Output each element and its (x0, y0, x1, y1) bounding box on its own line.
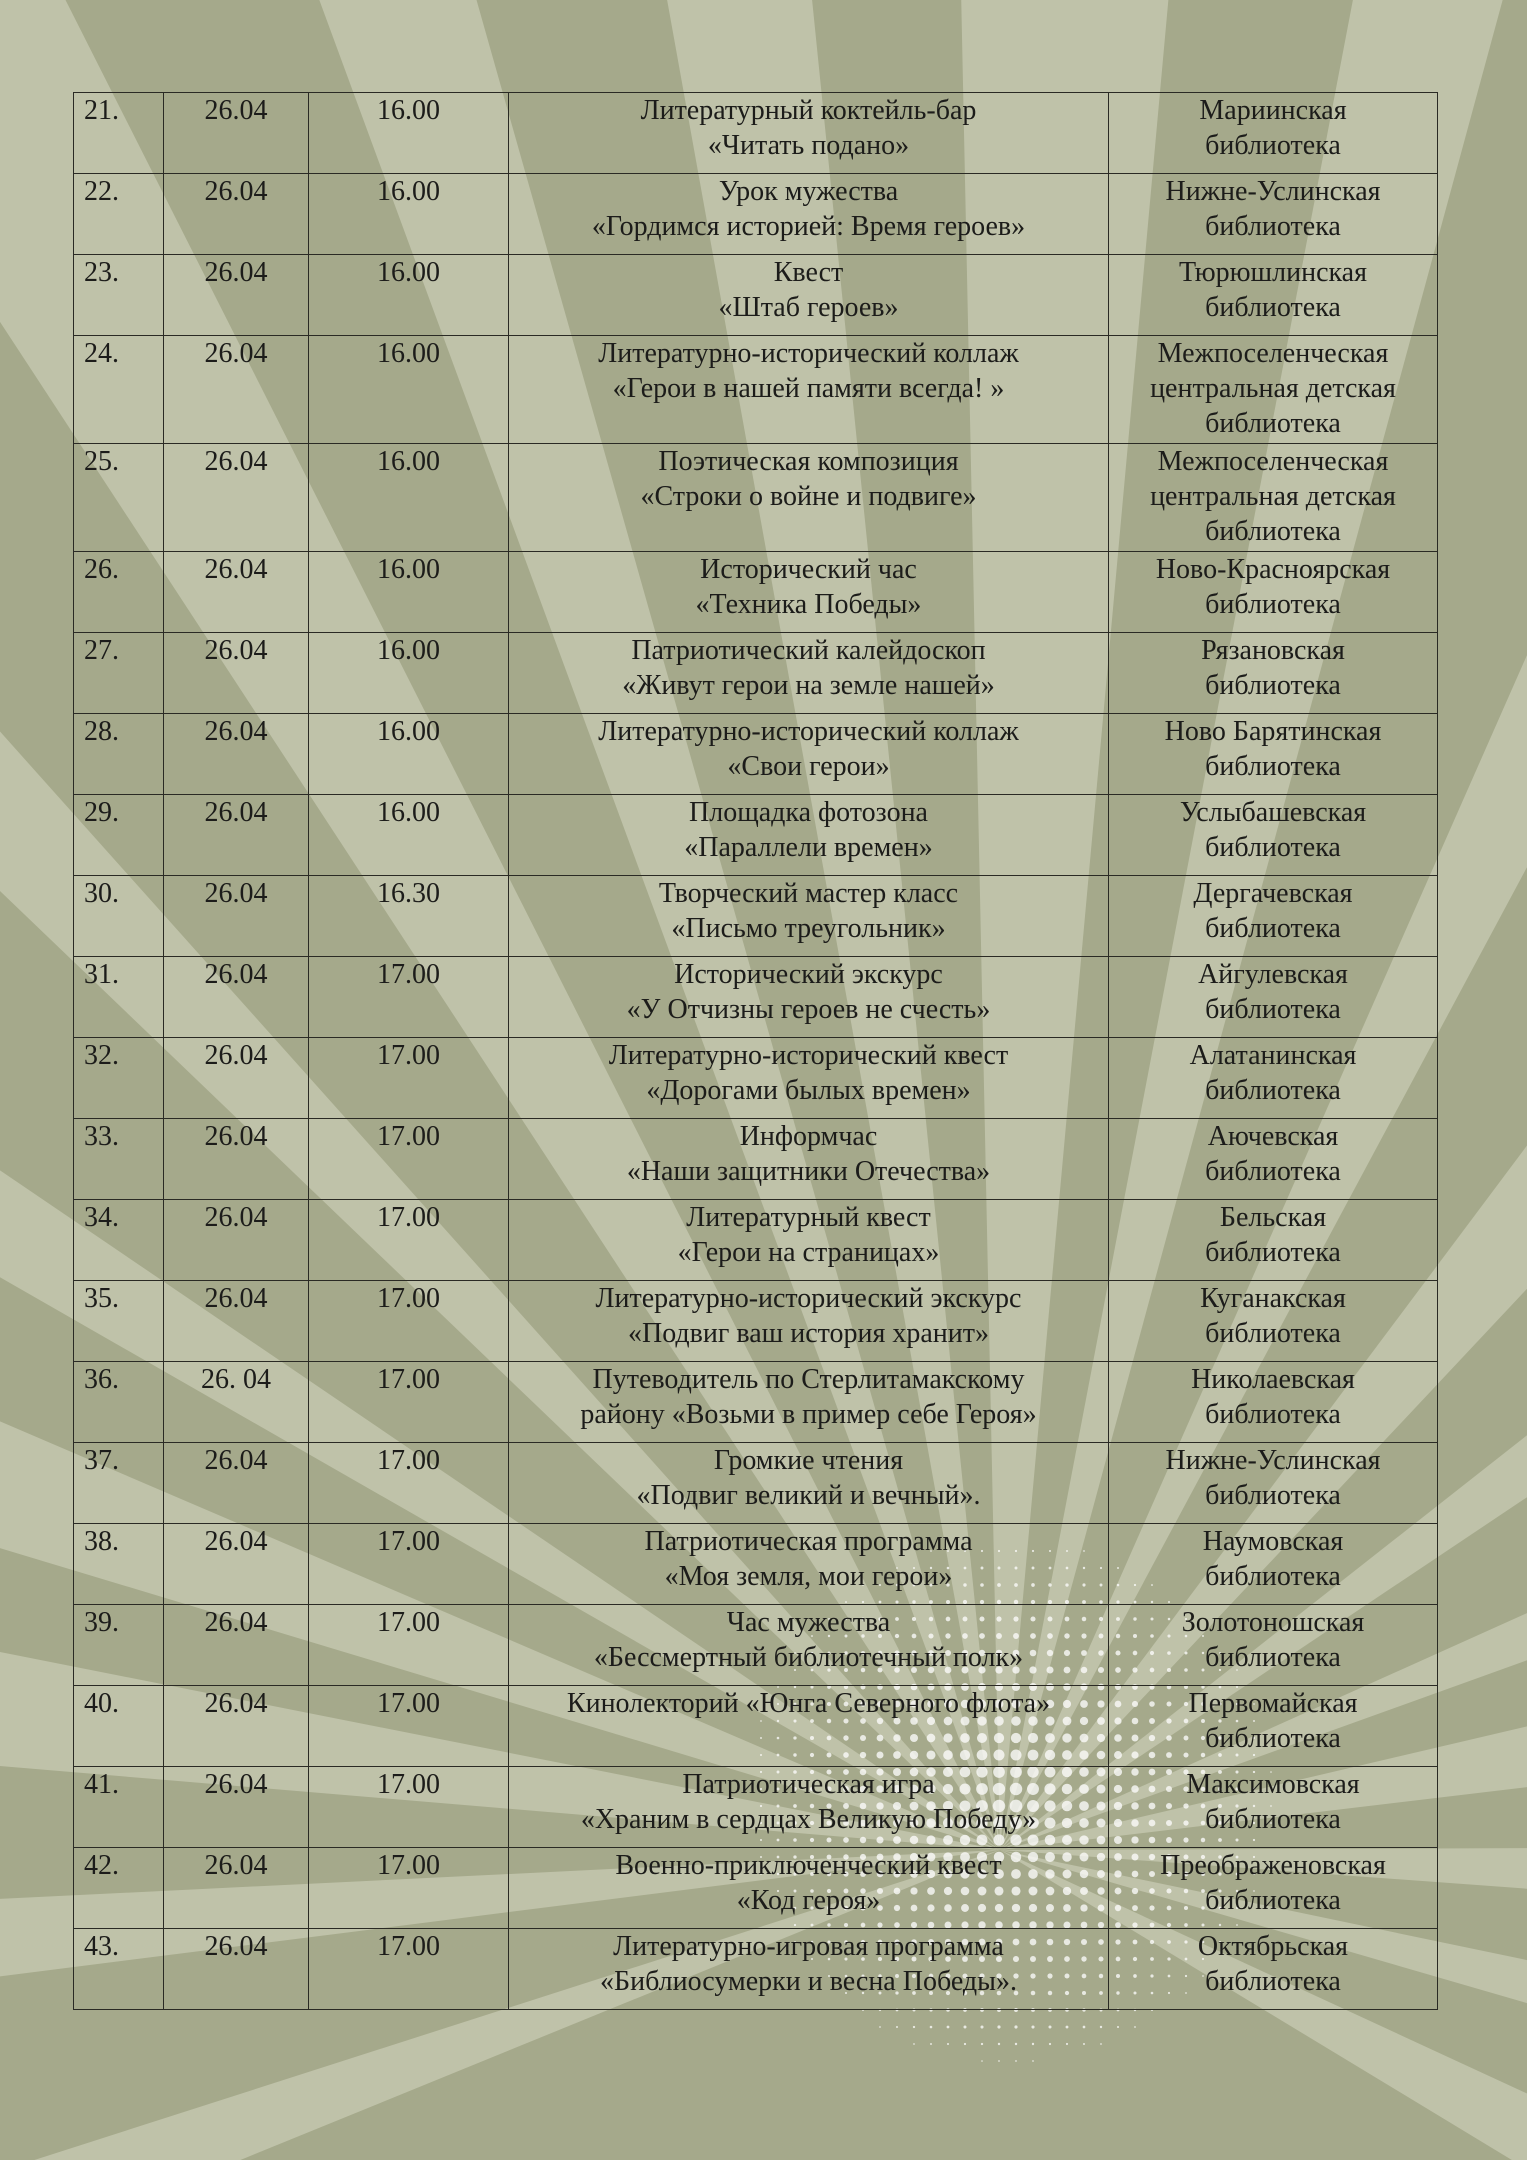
event-date: 26.04 (164, 1848, 309, 1929)
event-date: 26.04 (164, 795, 309, 876)
event-time: 16.30 (309, 876, 509, 957)
event-title-line: Громкие чтения (713, 1445, 904, 1476)
event-title (509, 1686, 1109, 1767)
event-title-line: «Герои на страницах» (677, 1237, 940, 1268)
event-venue (1109, 1038, 1438, 1119)
event-date: 26. 04 (164, 1362, 309, 1443)
event-title-line: «Бессмертный библиотечный полк» (593, 1642, 1024, 1673)
event-venue-line: Нижне-Услинская (1165, 1445, 1381, 1476)
event-date: 26.04 (164, 336, 309, 444)
event-time: 16.00 (309, 633, 509, 714)
event-date: 26.04 (164, 1686, 309, 1767)
table-row (74, 1362, 1438, 1443)
event-time: 17.00 (309, 1686, 509, 1767)
table-row (74, 255, 1438, 336)
event-date: 26.04 (164, 876, 309, 957)
event-title-line: «Читать подано» (707, 130, 910, 161)
event-venue-line: Ново Барятинская (1164, 716, 1382, 747)
event-date: 26.04 (164, 1929, 309, 2010)
row-number: 32. (74, 1038, 164, 1119)
event-date: 26.04 (164, 1281, 309, 1362)
event-venue-line: библиотека (1205, 751, 1341, 782)
row-number: 39. (74, 1605, 164, 1686)
event-title-line: Военно-приключенческий квест (615, 1850, 1002, 1881)
event-venue-line: Рязановская (1201, 635, 1345, 666)
event-venue-line: Дергачевская (1193, 878, 1353, 909)
event-venue-line: библиотека (1205, 913, 1341, 944)
event-title-line: «Подвиг ваш история хранит» (628, 1318, 989, 1349)
row-number: 33. (74, 1119, 164, 1200)
event-title-line: «Гордимся историей: Время героев» (591, 211, 1026, 242)
table-row (74, 1443, 1438, 1524)
event-title-line: району «Возьми в пример себе Героя» (580, 1399, 1037, 1430)
event-date: 26.04 (164, 1605, 309, 1686)
event-venue-line: библиотека (1205, 1723, 1341, 1754)
table-row (74, 633, 1438, 714)
row-number: 38. (74, 1524, 164, 1605)
event-title (509, 1281, 1109, 1362)
event-venue-line: Аючевская (1207, 1121, 1339, 1152)
event-title (509, 1119, 1109, 1200)
event-date: 26.04 (164, 174, 309, 255)
event-title-line: Литературно-исторический коллаж (598, 338, 1019, 369)
row-number: 26. (74, 552, 164, 633)
event-venue-line: библиотека (1205, 670, 1341, 701)
event-title (509, 93, 1109, 174)
event-title (509, 1929, 1109, 2010)
row-number: 28. (74, 714, 164, 795)
table-row (74, 336, 1438, 444)
event-venue-line: библиотека (1205, 1075, 1341, 1106)
table-row (74, 876, 1438, 957)
event-time: 16.00 (309, 714, 509, 795)
table-row (74, 714, 1438, 795)
event-venue (1109, 93, 1438, 174)
event-title-line: «Письмо треугольник» (671, 913, 946, 944)
event-date: 26.04 (164, 93, 309, 174)
row-number: 40. (74, 1686, 164, 1767)
event-title-line: «Герои в нашей памяти всегда! » (612, 373, 1005, 404)
event-title-line: Информчас (739, 1121, 878, 1152)
event-time: 16.00 (309, 255, 509, 336)
event-title (509, 1362, 1109, 1443)
event-time: 16.00 (309, 795, 509, 876)
table-row (74, 1119, 1438, 1200)
row-number: 30. (74, 876, 164, 957)
table-row (74, 1929, 1438, 2010)
event-date: 26.04 (164, 1038, 309, 1119)
event-title (509, 444, 1109, 552)
event-time: 17.00 (309, 1200, 509, 1281)
row-number: 41. (74, 1767, 164, 1848)
event-venue-line: Куганакская (1200, 1283, 1346, 1314)
event-date: 26.04 (164, 1200, 309, 1281)
event-title-line: Урок мужества (718, 176, 899, 207)
event-venue-line: библиотека (1205, 994, 1341, 1025)
event-title-line: Творческий мастер класс (658, 878, 959, 909)
table-row (74, 795, 1438, 876)
table-row (74, 1038, 1438, 1119)
table-row (74, 1848, 1438, 1929)
event-title (509, 552, 1109, 633)
table-row (74, 1524, 1438, 1605)
event-title (509, 1605, 1109, 1686)
event-venue-line: библиотека (1205, 211, 1341, 242)
event-title (509, 876, 1109, 957)
event-title-line: «Подвиг великий и вечный». (636, 1480, 981, 1511)
row-number: 23. (74, 255, 164, 336)
event-venue-line: библиотека (1205, 1966, 1341, 1997)
event-venue-line: Преображеновская (1160, 1850, 1386, 1881)
event-venue (1109, 1929, 1438, 2010)
event-title-line: Исторический час (700, 554, 917, 585)
event-title-line: «Техника Победы» (695, 589, 922, 620)
event-venue-line: Межпоселенческая (1157, 446, 1389, 477)
event-title-line: Квест (773, 257, 844, 288)
row-number: 34. (74, 1200, 164, 1281)
event-title-line: «У Отчизны героев не счесть» (626, 994, 991, 1025)
event-title (509, 1524, 1109, 1605)
row-number: 31. (74, 957, 164, 1038)
event-venue-line: центральная детская (1150, 373, 1396, 404)
event-venue (1109, 1686, 1438, 1767)
event-title-line: Час мужества (726, 1607, 891, 1638)
event-venue-line: Тюрюшлинская (1179, 257, 1367, 288)
event-venue (1109, 1767, 1438, 1848)
event-time: 16.00 (309, 336, 509, 444)
event-title (509, 957, 1109, 1038)
event-title (509, 714, 1109, 795)
event-title-line: Кинолекторий «Юнга Северного флота» (566, 1688, 1051, 1719)
event-title-line: «Дорогами былых времен» (646, 1075, 971, 1106)
event-venue-line: библиотека (1205, 1804, 1341, 1835)
event-title-line: Литературно-исторический экскурс (595, 1283, 1022, 1314)
event-title-line: «Живут герои на земле нашей» (622, 670, 995, 701)
event-venue (1109, 1848, 1438, 1929)
event-title-line: Литературно-исторический коллаж (598, 716, 1019, 747)
event-title-line: Патриотическая игра (682, 1769, 935, 1800)
event-time: 17.00 (309, 1443, 509, 1524)
event-venue (1109, 1281, 1438, 1362)
event-date: 26.04 (164, 1119, 309, 1200)
event-title-line: «Строки о войне и подвиге» (640, 481, 977, 512)
event-title (509, 1038, 1109, 1119)
event-venue (1109, 1119, 1438, 1200)
row-number: 22. (74, 174, 164, 255)
event-title-line: «Штаб героев» (718, 292, 899, 323)
event-time: 17.00 (309, 1362, 509, 1443)
event-venue (1109, 714, 1438, 795)
row-number: 42. (74, 1848, 164, 1929)
event-time: 17.00 (309, 1119, 509, 1200)
event-venue (1109, 174, 1438, 255)
row-number: 35. (74, 1281, 164, 1362)
event-venue-line: библиотека (1205, 1561, 1341, 1592)
event-venue-line: библиотека (1205, 1885, 1341, 1916)
table-row (74, 957, 1438, 1038)
row-number: 37. (74, 1443, 164, 1524)
table-row (74, 1605, 1438, 1686)
event-time: 17.00 (309, 1929, 509, 2010)
event-time: 17.00 (309, 1281, 509, 1362)
event-time: 16.00 (309, 93, 509, 174)
event-venue-line: библиотека (1205, 832, 1341, 863)
event-time: 17.00 (309, 1767, 509, 1848)
row-number: 36. (74, 1362, 164, 1443)
event-venue-line: библиотека (1205, 1156, 1341, 1187)
event-time: 17.00 (309, 1524, 509, 1605)
event-title (509, 1848, 1109, 1929)
event-venue-line: библиотека (1205, 292, 1341, 323)
event-venue (1109, 633, 1438, 714)
event-title (509, 1767, 1109, 1848)
table-row (74, 444, 1438, 552)
event-time: 17.00 (309, 1038, 509, 1119)
event-date: 26.04 (164, 633, 309, 714)
event-venue-line: Мариинская (1199, 95, 1347, 126)
event-title-line: Путеводитель по Стерлитамакскому (592, 1364, 1025, 1395)
row-number: 25. (74, 444, 164, 552)
table-row (74, 1767, 1438, 1848)
event-title-line: «Храним в сердцах Великую Победу» (580, 1804, 1037, 1835)
event-venue (1109, 255, 1438, 336)
event-venue-line: Нижне-Услинская (1165, 176, 1381, 207)
event-title-line: «Код героя» (736, 1885, 881, 1916)
event-title (509, 174, 1109, 255)
event-title-line: Литературно-исторический квест (608, 1040, 1009, 1071)
event-venue-line: Алатанинская (1189, 1040, 1357, 1071)
event-title-line: «Параллели времен» (684, 832, 933, 863)
row-number: 43. (74, 1929, 164, 2010)
event-title-line: Литературный коктейль-бар (640, 95, 977, 126)
event-date: 26.04 (164, 1443, 309, 1524)
event-time: 17.00 (309, 957, 509, 1038)
event-title-line: Патриотическая программа (644, 1526, 973, 1557)
event-venue-line: библиотека (1205, 1480, 1341, 1511)
table-row (74, 1686, 1438, 1767)
event-title-line: Площадка фотозона (689, 797, 928, 828)
event-venue-line: Николаевская (1191, 1364, 1355, 1395)
event-venue-line: Ново-Красноярская (1155, 554, 1391, 585)
event-title-line: Патриотический калейдоскоп (631, 635, 986, 666)
event-venue-line: центральная детская (1150, 481, 1396, 512)
event-venue-line: библиотека (1205, 1399, 1341, 1430)
event-venue (1109, 1200, 1438, 1281)
event-title (509, 1200, 1109, 1281)
event-time: 16.00 (309, 174, 509, 255)
event-venue (1109, 1443, 1438, 1524)
event-title-line: «Наши защитники Отечества» (626, 1156, 991, 1187)
event-time: 17.00 (309, 1848, 509, 1929)
event-venue (1109, 552, 1438, 633)
event-time: 16.00 (309, 444, 509, 552)
event-date: 26.04 (164, 255, 309, 336)
event-title (509, 1443, 1109, 1524)
event-title (509, 255, 1109, 336)
row-number: 27. (74, 633, 164, 714)
row-number: 21. (74, 93, 164, 174)
event-title-line: «Библиосумерки и весна Победы». (600, 1966, 1017, 1997)
event-title-line: Литературно-игровая программа (613, 1931, 1004, 1962)
event-venue (1109, 1362, 1438, 1443)
event-venue-line: библиотека (1205, 589, 1341, 620)
event-title (509, 795, 1109, 876)
event-title-line: «Моя земля, мои герои» (664, 1561, 953, 1592)
event-venue (1109, 876, 1438, 957)
event-title-line: Поэтическая композиция (658, 446, 959, 477)
event-title (509, 633, 1109, 714)
event-venue-line: Первомайская (1188, 1688, 1358, 1719)
event-venue-line: библиотека (1205, 1237, 1341, 1268)
event-venue-line: Наумовская (1202, 1526, 1344, 1557)
event-time: 16.00 (309, 552, 509, 633)
event-venue-line: библиотека (1205, 516, 1341, 547)
event-title-line: «Свои герои» (727, 751, 890, 782)
event-title-line: Литературный квест (686, 1202, 931, 1233)
event-venue (1109, 1524, 1438, 1605)
event-date: 26.04 (164, 1524, 309, 1605)
event-venue-line: библиотека (1205, 1642, 1341, 1673)
event-venue (1109, 957, 1438, 1038)
row-number: 24. (74, 336, 164, 444)
event-date: 26.04 (164, 444, 309, 552)
table-row (74, 1200, 1438, 1281)
event-venue-line: Максимовская (1186, 1769, 1360, 1800)
table-row (74, 174, 1438, 255)
event-venue-line: Октябрьская (1197, 1931, 1349, 1962)
table-row (74, 552, 1438, 633)
event-venue (1109, 1605, 1438, 1686)
event-time: 17.00 (309, 1605, 509, 1686)
event-venue (1109, 444, 1438, 552)
table-row (74, 93, 1438, 174)
event-date: 26.04 (164, 1767, 309, 1848)
event-venue (1109, 336, 1438, 444)
event-title (509, 336, 1109, 444)
event-venue (1109, 795, 1438, 876)
event-venue-line: Золотоношская (1181, 1607, 1365, 1638)
events-schedule-table (73, 92, 1438, 2010)
event-venue-line: библиотека (1205, 408, 1341, 439)
event-venue-line: Услыбашевская (1179, 797, 1367, 828)
table-row (74, 1281, 1438, 1362)
row-number: 29. (74, 795, 164, 876)
event-date: 26.04 (164, 957, 309, 1038)
event-venue-line: библиотека (1205, 130, 1341, 161)
event-venue-line: библиотека (1205, 1318, 1341, 1349)
event-venue-line: Бельская (1219, 1202, 1327, 1233)
event-venue-line: Межпоселенческая (1157, 338, 1389, 369)
event-date: 26.04 (164, 552, 309, 633)
event-title-line: Исторический экскурс (674, 959, 943, 990)
event-venue-line: Айгулевская (1198, 959, 1348, 990)
event-date: 26.04 (164, 714, 309, 795)
